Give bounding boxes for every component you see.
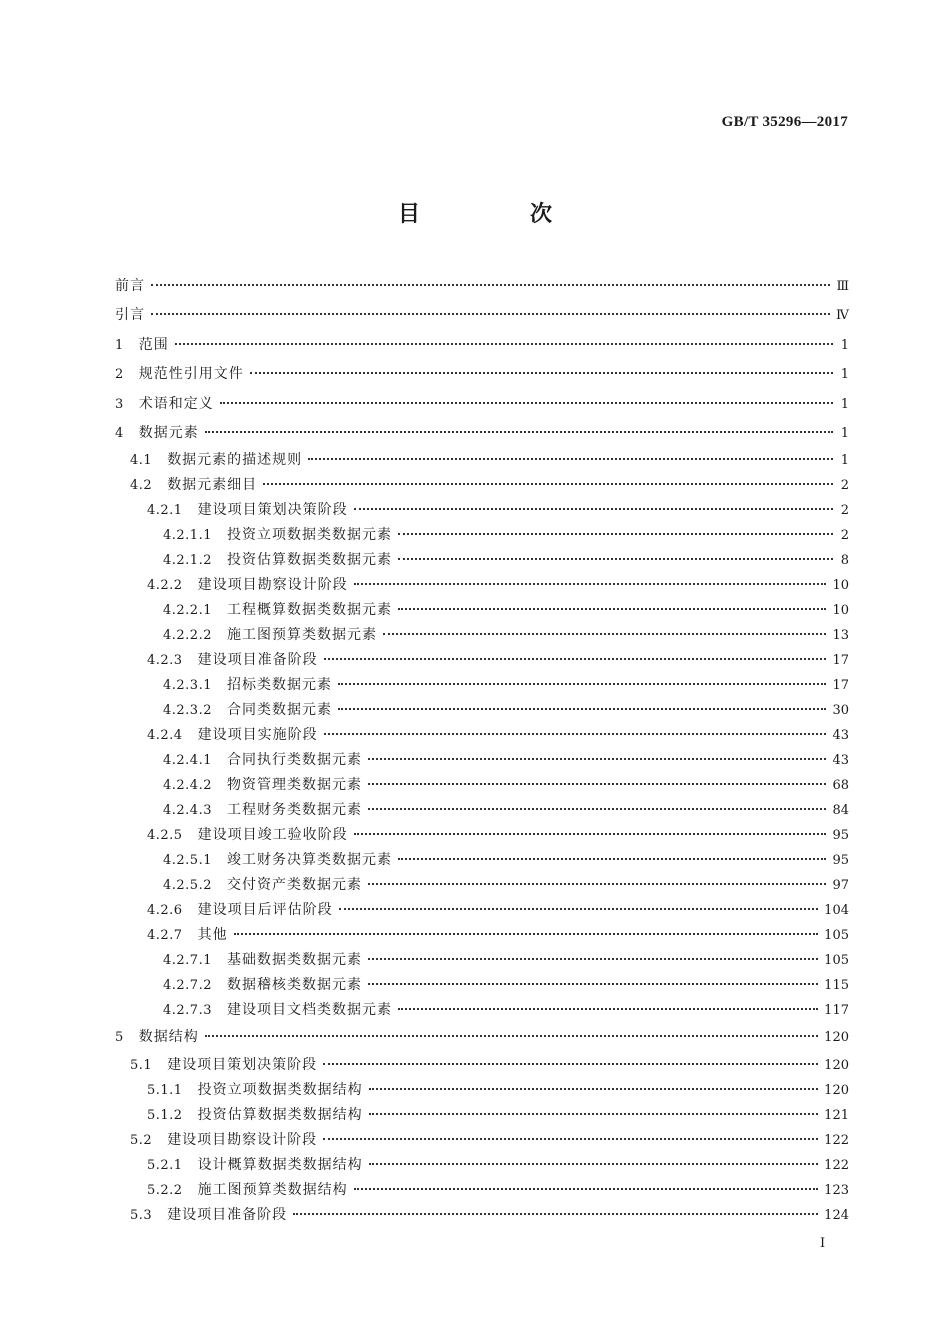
toc-entry-page: 97	[832, 878, 849, 894]
dot-leader	[338, 708, 826, 710]
dot-leader	[368, 783, 826, 785]
toc-entry[interactable]	[115, 1153, 849, 1178]
toc-entry-label: 基础数据类数据元素	[226, 952, 362, 969]
toc-entry-label: 建设项目实施阶段	[197, 727, 318, 744]
toc-entry[interactable]	[115, 1078, 849, 1103]
toc-entry-page: 2	[840, 528, 849, 544]
toc-entry-label: 数据元素细目	[167, 477, 258, 494]
toc-entry-page: 43	[832, 728, 849, 744]
toc-entry-page: 117	[824, 1003, 849, 1019]
toc-entry-number: 4.2.4	[147, 728, 183, 744]
toc-entry[interactable]	[115, 419, 849, 448]
toc-entry-page: 95	[832, 828, 849, 844]
dot-leader	[368, 958, 818, 960]
toc-entry-label: 建设项目勘察设计阶段	[197, 577, 348, 594]
toc-entry-label: 建设项目策划决策阶段	[197, 502, 348, 519]
toc-entry[interactable]	[115, 1053, 849, 1078]
dot-leader	[398, 558, 833, 560]
toc-entry-number: 4.2.7	[147, 928, 183, 944]
toc-entry[interactable]	[115, 1103, 849, 1128]
toc-entry-label: 投资估算数据类数据结构	[197, 1106, 363, 1123]
toc-entry-page: 8	[840, 553, 849, 569]
dot-leader	[324, 658, 827, 660]
toc-entry[interactable]	[115, 873, 849, 898]
toc-entry-number: 4.2.7.1	[163, 953, 212, 969]
toc-entry-label: 建设项目文档类数据元素	[226, 1002, 392, 1019]
toc-entry[interactable]	[115, 473, 849, 498]
toc-entry-label: 建设项目竣工验收阶段	[197, 827, 348, 844]
dot-leader	[398, 608, 826, 610]
toc-entry-number: 4.2.2.1	[163, 603, 212, 619]
dot-leader	[368, 808, 826, 810]
toc-entry-number: 4.2.3.2	[163, 703, 212, 719]
toc-entry[interactable]	[115, 573, 849, 598]
toc-entry-number: 4.2.5.1	[163, 853, 212, 869]
toc-entry-label: 施工图预算类数据结构	[197, 1181, 348, 1198]
toc-entry-number: 5.1	[130, 1057, 153, 1073]
toc-entry-page: 1	[840, 425, 849, 441]
toc-entry-page: 17	[832, 678, 849, 694]
toc-entry-page: 123	[824, 1182, 849, 1198]
toc-entry-label: 数据结构	[138, 1029, 199, 1046]
toc-entry-label: 数据元素的描述规则	[167, 452, 303, 469]
toc-entry-page: 104	[824, 903, 849, 919]
toc-entry[interactable]	[115, 773, 849, 798]
toc-entry[interactable]	[115, 1203, 849, 1228]
toc-entry-label: 竣工财务决算类数据元素	[226, 852, 392, 869]
toc-entry-number: 4.2.2	[147, 578, 183, 594]
toc-entry-number: 5.1.2	[147, 1107, 183, 1123]
toc-entry-label: 范围	[138, 336, 169, 353]
dot-leader	[308, 458, 833, 460]
dot-leader	[220, 402, 833, 404]
toc-entry-page: 1	[840, 337, 849, 353]
toc-entry-page: 68	[832, 778, 849, 794]
toc-entry[interactable]	[115, 898, 849, 923]
toc-entry-label: 招标类数据元素	[226, 677, 332, 694]
dot-leader	[354, 583, 827, 585]
toc-entry-label: 投资立项数据类数据元素	[226, 527, 392, 544]
toc-entry[interactable]	[115, 331, 849, 360]
toc-entry-page: 17	[832, 653, 849, 669]
toc-entry-page: 84	[832, 803, 849, 819]
toc-entry-label: 合同执行类数据元素	[226, 752, 362, 769]
toc-entry-label: 合同类数据元素	[226, 702, 332, 719]
dot-leader	[234, 933, 819, 935]
toc-entry[interactable]	[115, 448, 849, 473]
toc-entry-label: 建设项目勘察设计阶段	[167, 1131, 318, 1148]
dot-leader	[323, 1063, 818, 1065]
toc-entry-label: 物资管理类数据元素	[226, 777, 362, 794]
toc-entry-label: 设计概算数据类数据结构	[197, 1156, 363, 1173]
dot-leader	[368, 983, 818, 985]
toc-entry-page: 122	[824, 1157, 849, 1173]
toc-entry-label: 引言	[115, 307, 145, 324]
dot-leader	[398, 858, 826, 860]
dot-leader	[205, 1035, 818, 1037]
dot-leader	[151, 284, 830, 286]
dot-leader	[398, 533, 833, 535]
dot-leader	[383, 633, 826, 635]
toc-entry-label: 建设项目策划决策阶段	[167, 1056, 318, 1073]
dot-leader	[354, 833, 827, 835]
toc-entry[interactable]	[115, 498, 849, 523]
toc-entry-number: 4.2.6	[147, 903, 183, 919]
dot-leader	[205, 431, 833, 433]
toc-entry-number: 4.2.1	[147, 503, 183, 519]
toc-entry[interactable]	[115, 973, 849, 998]
toc-entry-page: 120	[824, 1057, 849, 1073]
toc-entry-page: 122	[824, 1132, 849, 1148]
toc-entry[interactable]	[115, 623, 849, 648]
toc-entry[interactable]	[115, 390, 849, 419]
toc-entry-label: 数据元素	[138, 424, 199, 441]
toc-entry-number: 5.3	[130, 1207, 153, 1223]
toc-entry-label: 建设项目准备阶段	[197, 652, 318, 669]
dot-leader	[398, 1008, 818, 1010]
toc-entry-page: 95	[832, 853, 849, 869]
dot-leader	[369, 1088, 819, 1090]
table-of-contents	[115, 272, 849, 1228]
toc-entry-label: 规范性引用文件	[138, 366, 244, 383]
toc-entry[interactable]	[115, 848, 849, 873]
toc-entry[interactable]	[115, 598, 849, 623]
standard-code: GB/T 35296—2017	[721, 114, 848, 130]
toc-entry-number: 4.2.1.2	[163, 553, 212, 569]
toc-entry-page: Ⅳ	[836, 308, 849, 324]
toc-entry-page: 2	[840, 503, 849, 519]
toc-entry-page: 1	[840, 453, 849, 469]
toc-entry[interactable]	[115, 1023, 849, 1052]
dot-leader	[369, 1163, 819, 1165]
toc-entry-number: 4	[115, 425, 124, 441]
dot-leader	[324, 733, 827, 735]
page-number: I	[820, 1236, 826, 1251]
toc-entry[interactable]	[115, 673, 849, 698]
toc-entry-label: 工程概算数据类数据元素	[226, 602, 392, 619]
page-title: 目 次	[397, 202, 596, 227]
toc-entry-number: 4.1	[130, 453, 153, 469]
dot-leader	[175, 343, 833, 345]
toc-entry-number: 4.2.7.2	[163, 978, 212, 994]
dot-leader	[369, 1113, 819, 1115]
dot-leader	[368, 758, 826, 760]
toc-entry-number: 5	[115, 1030, 124, 1046]
toc-entry-label: 术语和定义	[138, 395, 214, 412]
dot-leader	[151, 313, 830, 315]
toc-entry-page: 105	[824, 928, 849, 944]
toc-entry-label: 投资估算数据类数据元素	[226, 552, 392, 569]
toc-entry-page: 120	[824, 1030, 849, 1046]
toc-entry[interactable]	[115, 1128, 849, 1153]
toc-entry[interactable]	[115, 723, 849, 748]
toc-entry-page: 120	[824, 1082, 849, 1098]
toc-entry[interactable]	[115, 360, 849, 389]
dot-leader	[250, 372, 833, 374]
toc-entry-page: 115	[824, 978, 849, 994]
toc-entry-label: 建设项目后评估阶段	[197, 902, 333, 919]
toc-entry[interactable]	[115, 748, 849, 773]
toc-entry[interactable]	[115, 1178, 849, 1203]
toc-entry-number: 5.2.2	[147, 1182, 183, 1198]
toc-entry-number: 4.2.5	[147, 828, 183, 844]
toc-entry[interactable]	[115, 272, 849, 301]
dot-leader	[354, 508, 833, 510]
dot-leader	[293, 1213, 818, 1215]
toc-entry-label: 前言	[115, 278, 145, 294]
toc-entry-page: 13	[832, 628, 849, 644]
toc-entry-page: Ⅲ	[836, 279, 849, 294]
toc-entry-number: 4.2.4.3	[163, 803, 212, 819]
toc-entry-number: 4.2.4.1	[163, 753, 212, 769]
toc-entry-page: 43	[832, 753, 849, 769]
toc-entry[interactable]	[115, 948, 849, 973]
dot-leader	[368, 883, 826, 885]
toc-entry-number: 4.2.5.2	[163, 878, 212, 894]
toc-entry-number: 5.2.1	[147, 1157, 183, 1173]
toc-entry-label: 施工图预算类数据元素	[226, 627, 377, 644]
dot-leader	[263, 483, 833, 485]
toc-entry-number: 4.2	[130, 478, 153, 494]
toc-entry[interactable]	[115, 523, 849, 548]
toc-entry-page: 30	[832, 703, 849, 719]
toc-entry-number: 4.2.3	[147, 653, 183, 669]
toc-entry-number: 4.2.7.3	[163, 1003, 212, 1019]
toc-entry-page: 2	[840, 478, 849, 494]
toc-entry-number: 3	[115, 396, 124, 412]
toc-entry[interactable]	[115, 648, 849, 673]
toc-entry-number: 2	[115, 367, 124, 383]
dot-leader	[339, 908, 819, 910]
toc-entry[interactable]	[115, 548, 849, 573]
toc-entry[interactable]	[115, 301, 849, 330]
toc-entry-number: 1	[115, 337, 124, 353]
toc-entry-label: 数据稽核类数据元素	[226, 977, 362, 994]
toc-entry-label: 投资立项数据类数据结构	[197, 1081, 363, 1098]
toc-entry-number: 4.2.4.2	[163, 778, 212, 794]
dot-leader	[323, 1138, 818, 1140]
dot-leader	[354, 1188, 819, 1190]
toc-entry-page: 1	[840, 396, 849, 412]
toc-entry-number: 4.2.3.1	[163, 678, 212, 694]
toc-entry[interactable]	[115, 998, 849, 1023]
dot-leader	[338, 683, 826, 685]
toc-entry-page: 105	[824, 953, 849, 969]
toc-entry[interactable]	[115, 823, 849, 848]
toc-entry-page: 124	[824, 1207, 849, 1223]
toc-entry-label: 其他	[197, 927, 228, 944]
toc-entry-page: 1	[840, 367, 849, 383]
toc-entry[interactable]	[115, 798, 849, 823]
toc-entry-page: 10	[832, 578, 849, 594]
toc-entry-number: 4.2.2.2	[163, 628, 212, 644]
toc-entry[interactable]	[115, 923, 849, 948]
toc-entry-label: 工程财务类数据元素	[226, 802, 362, 819]
toc-entry-page: 10	[832, 603, 849, 619]
toc-entry-label: 交付资产类数据元素	[226, 877, 362, 894]
toc-entry-page: 121	[824, 1107, 849, 1123]
toc-entry-number: 5.1.1	[147, 1082, 183, 1098]
toc-entry-number: 5.2	[130, 1132, 153, 1148]
toc-entry-label: 建设项目准备阶段	[167, 1206, 288, 1223]
toc-entry-number: 4.2.1.1	[163, 528, 212, 544]
toc-entry[interactable]	[115, 698, 849, 723]
